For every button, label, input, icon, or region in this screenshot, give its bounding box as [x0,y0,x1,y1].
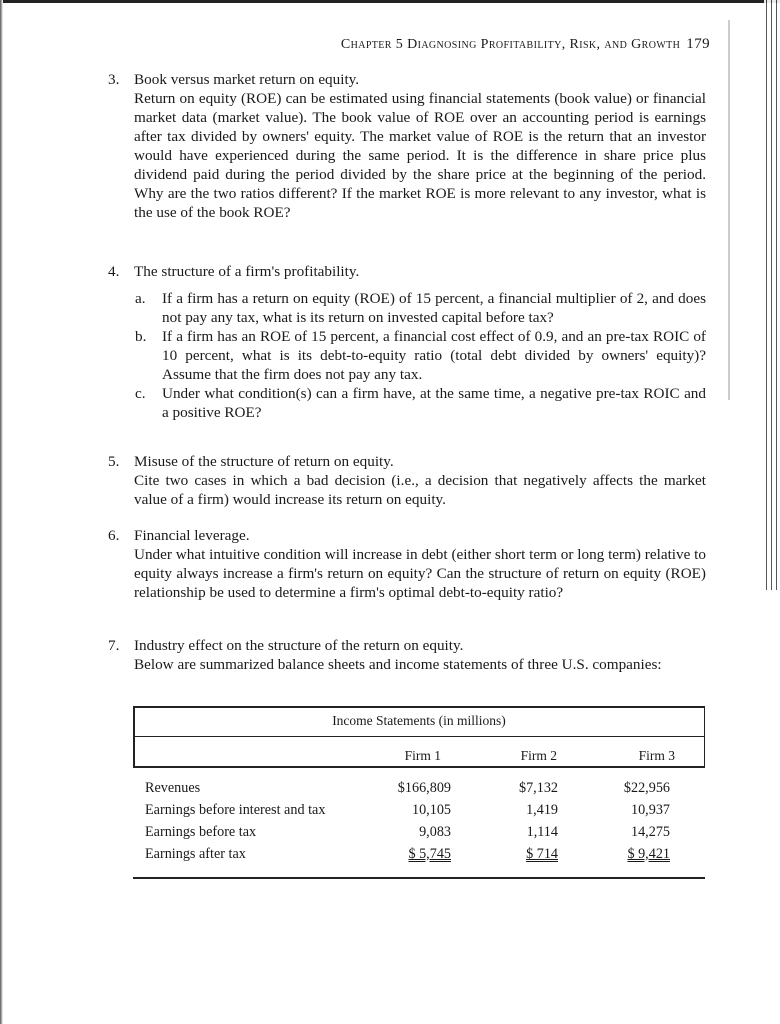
table-title: Income Statements (in millions) [332,713,506,728]
question-7 [110,636,706,674]
table-header-rule [133,766,705,768]
income-statement-table [133,706,705,768]
page-right-rule [728,20,730,400]
part-text: If a firm has an ROE of 15 percent, a financial cost effect of 0.9, and an pre-tax ROIC of 10 percent, what is its debt-to-equity ratio (total debt divided by owners' equity)? Assume that the firm does not pay any tax. [162,328,706,383]
table-divider [133,736,705,737]
cell-firm-2: 1,114 [526,824,558,840]
question-number: 4. [108,263,120,280]
question-3 [110,70,706,222]
page-right-edge [764,0,780,590]
table-row [137,824,707,844]
cell-firm-1: $166,809 [397,780,451,796]
question-part [135,289,706,327]
question-4 [110,262,706,422]
chapter-title: Chapter 5 Diagnosing Profitability, Risk, and Growth [340,37,681,52]
part-text: Under what condition(s) can a firm have, at the same time, a negative pre-tax ROIC and a positive ROE? [162,385,706,421]
question-title: Misuse of the structure of return on equity. [134,453,394,470]
page-top-border [0,0,780,3]
question-body: Return on equity (ROE) can be estimated using financial statements (book value) or financial market data (market value). The book value of ROE over an accounting period is earnings after tax divided by owners' equity. The market value of ROE is the return that an investor would have experienced during the same period. It is the difference in share price plus dividend paid during the period divided by the share price at the beginning of the period. Why are the two ratios different? If the market ROE is more relevant to any investor, what is the use of the book ROE? [134,90,706,221]
cell-firm-2: $7,132 [518,780,558,796]
question-title: Industry effect on the structure of the return on equity. [134,637,464,654]
row-label: Earnings before tax [145,824,257,840]
part-letter: c. [135,385,146,402]
table-row [137,780,707,800]
question-title: Financial leverage. [134,527,250,544]
question-body: Cite two cases in which a bad decision (i.e., a decision that negatively affects the market value of a firm) would increase its return on equity. [134,472,706,508]
question-6 [110,526,706,602]
page-left-shadow [0,0,3,1024]
question-title: Book versus market return on equity. [134,71,360,88]
row-label: Earnings before interest and tax [145,802,326,818]
column-header-firm-1: Firm 1 [404,748,441,763]
table-bottom-rule [133,877,705,879]
question-part [135,384,706,422]
question-5 [110,452,706,509]
column-header-firm-3: Firm 3 [638,748,675,763]
row-label: Revenues [145,780,201,796]
page-number: 179 [686,36,710,52]
table-row [137,802,707,822]
question-title: The structure of a firm's profitability. [134,263,360,280]
cell-firm-2: $ 714 [526,846,558,862]
part-letter: a. [135,290,146,307]
cell-firm-1: 9,083 [419,824,451,840]
running-header [290,36,710,53]
cell-firm-1: 10,105 [411,802,451,818]
row-label: Earnings after tax [145,846,246,862]
cell-firm-3: 14,275 [630,824,670,840]
cell-firm-3: $ 9,421 [627,846,670,862]
question-body: Under what intuitive condition will increase in debt (either short term or long term) relative to equity always increase a firm's return on equity? Can the structure of return on equity (ROE) relationship be used to determine a firm's optimal debt-to-equity ratio? [134,546,706,601]
column-header-firm-2: Firm 2 [520,748,557,763]
cell-firm-2: 1,419 [526,802,558,818]
question-number: 5. [108,453,120,470]
question-number: 3. [108,71,120,88]
part-letter: b. [135,328,147,345]
part-text: If a firm has a return on equity (ROE) of 15 percent, a financial multiplier of 2, and does not pay any tax, what is its return on invested capital before tax? [162,290,706,326]
question-number: 6. [108,527,120,544]
cell-firm-3: 10,937 [630,802,670,818]
cell-firm-3: $22,956 [623,780,670,796]
cell-firm-1: $ 5,745 [408,846,451,862]
question-number: 7. [108,637,120,654]
table-row [137,846,707,866]
question-body: Below are summarized balance sheets and income statements of three U.S. companies: [134,656,662,673]
question-part [135,327,706,384]
